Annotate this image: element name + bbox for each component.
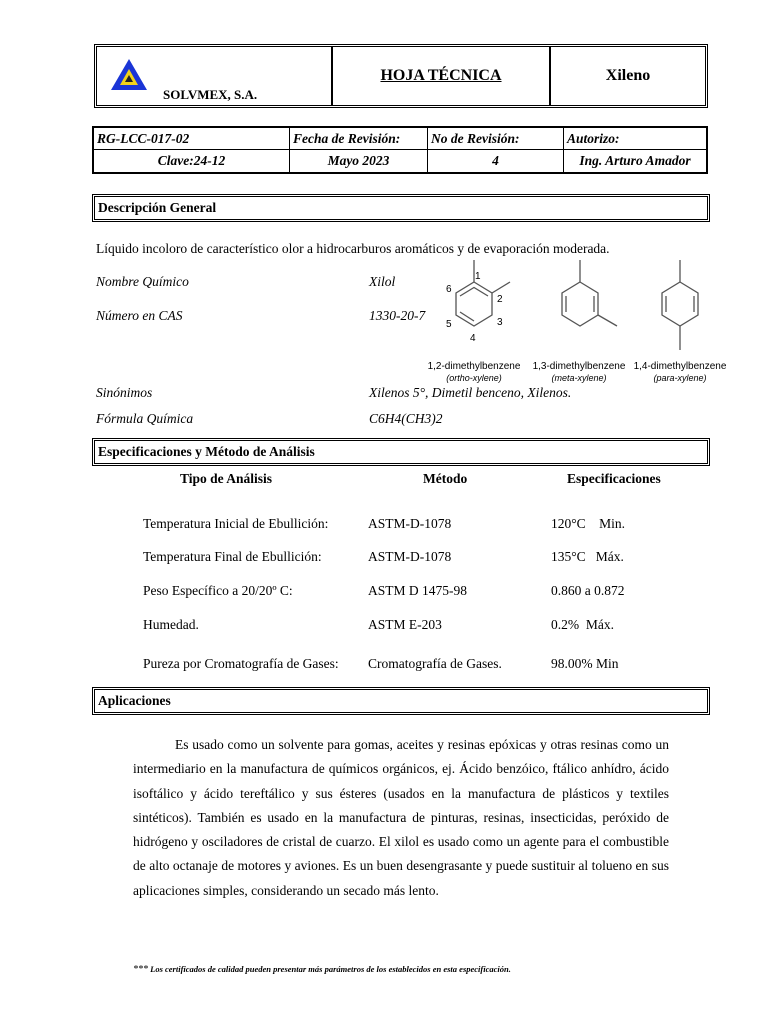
col-header-method: Método [423,471,468,486]
applications-text: Es usado como un solvente para gomas, aceites y resinas epóxicas y otras resinas como un intermediario en la manufactura de químicos orgánicos, ej. Ácido benzóico, ftálico anhídro, ácido isoftálico y ácido tereftálico y sus ésteres (usados en la manufactura de plásticos y textiles sintéticos). También es usado en la manufactura de pinturas, resinas, insecticidas, peróxido de hidrógeno y osciladores de cristal de cuarzo. El xilol es usado como un agente para el combustible de alto octanaje de motores y aviones. Es un buen desengrasante y puede sustituir al tolueno en sus aplicaciones simples, considerando un secado más lento. [133,737,669,898]
col-header-spec: Especificaciones [567,471,661,486]
field-label-formula: Fórmula Química [96,411,194,426]
spec-analysis: Humedad. [143,617,199,632]
footnote [133,964,511,975]
spec-analysis: Temperatura Inicial de Ebullición: [143,516,329,531]
section-description-heading: Descripción General [92,194,710,222]
header-table [94,44,708,108]
spec-analysis: Peso Específico a 20/20º C: [143,583,293,598]
company-logo-icon [109,57,149,93]
spec-value: 120°C Min. [551,516,626,531]
company-name: SOLVMEX, S.A. [163,87,258,102]
col-header-analysis: Tipo de Análisis [180,471,273,486]
meta-xylene-name: 1,3-dimethylbenzene [532,361,626,372]
field-label-cas: Número en CAS [96,308,183,323]
spec-value: 98.00% Min [551,656,619,671]
spec-method: ASTM-D-1078 [368,516,452,531]
spec-method: ASTM-D-1078 [368,549,452,564]
ortho-ring [456,282,492,326]
authorized-value: Ing. Arturo Amador [579,153,691,168]
authorized-label: Autorizo: [564,128,706,150]
spec-value: 0.2% Máx. [551,617,614,632]
field-label-synonyms: Sinónimos [96,385,153,400]
footnote-text: Los certificados de calidad pueden presentar más parámetros de los establecidos en esta especificación. [150,964,511,974]
ring-number-3: 3 [497,317,503,328]
spec-analysis: Pureza por Cromatografía de Gases: [143,656,339,671]
product-name: Xileno [605,67,651,84]
spec-method: ASTM E-203 [368,617,442,632]
meta-xylene-sub: (meta-xylene) [551,373,607,383]
ring-number-4: 4 [470,333,476,344]
para-xylene-sub: (para-xylene) [653,373,707,383]
logo-cell [97,47,333,105]
spec-value: 135°C Máx. [551,549,624,564]
revision-code: RG-LCC-017-02 [94,128,290,150]
applications-body [133,733,669,903]
field-value-chemical-name: Xilol [369,274,396,289]
xylene-isomer-structures [422,252,734,386]
section-applications-heading: Aplicaciones [92,687,710,715]
revision-date-label: Fecha de Revisión: [290,128,428,150]
ring-number-5: 5 [446,319,452,330]
revision-number-label: No de Revisión: [428,128,564,150]
meta-ring [562,282,598,326]
spec-analysis: Temperatura Final de Ebullición: [143,549,322,564]
ring-number-6: 6 [446,284,452,295]
section-specs-heading: Especificaciones y Método de Análisis [92,438,710,466]
para-ring [662,282,698,326]
ring-number-2: 2 [497,294,503,305]
ortho-xylene-sub: (ortho-xylene) [446,373,502,383]
field-value-synonyms: Xilenos 5°, Dimetil benceno, Xilenos. [369,385,572,400]
field-value-formula: C6H4(CH3)2 [369,411,443,426]
spec-method: ASTM D 1475-98 [368,583,468,598]
description-text: Líquido incoloro de característico olor a hidrocarburos aromáticos y de evaporación moderada. [96,241,610,256]
spec-method: Cromatografía de Gases. [368,656,502,671]
revision-number-value: 4 [428,150,564,172]
ring-number-1: 1 [475,271,481,282]
field-value-cas: 1330-20-7 [369,308,426,323]
spec-value: 0.860 a 0.872 [551,583,625,598]
field-label-chemical-name: Nombre Químico [96,274,189,289]
revision-table [92,126,708,174]
para-xylene-name: 1,4-dimethylbenzene [633,361,727,372]
revision-date-value: Mayo 2023 [290,150,428,172]
ortho-xylene-name: 1,2-dimethylbenzene [427,361,521,372]
document-title: HOJA TÉCNICA [333,47,551,105]
footnote-mark: *** [133,964,148,975]
clave-value: Clave:24-12 [94,150,290,172]
